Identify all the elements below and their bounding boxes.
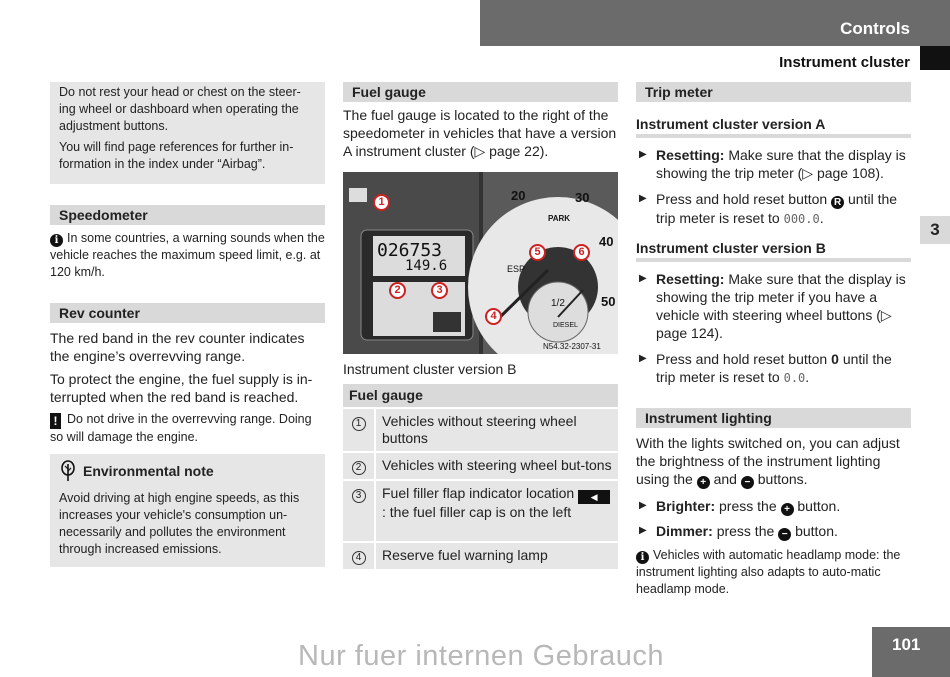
odometer-display: 026753	[377, 240, 443, 261]
row-text: Vehicles without steering wheel buttons	[375, 408, 618, 452]
edge-marker	[920, 46, 950, 70]
table-row	[343, 452, 618, 480]
fuel-gauge-table-header: Fuel gauge	[343, 384, 618, 408]
row-text-b: location	[525, 485, 575, 501]
page-number: 101	[872, 627, 950, 677]
info-icon: i	[636, 551, 649, 564]
list-item	[636, 146, 911, 182]
speed-tick-20: 20	[511, 188, 526, 203]
reset-value: 000.0	[783, 212, 820, 226]
bullet-arrow-icon: ▶	[639, 353, 647, 364]
bullet-end: .	[819, 210, 824, 226]
list-item	[636, 497, 911, 516]
airbag-note-box	[50, 82, 325, 184]
rev-counter-p1: The red band in the rev counter indicates the engine’s overrevving range.	[50, 330, 305, 364]
speed-tick-50: 50	[601, 294, 616, 309]
callout-5: 5	[529, 244, 546, 261]
reset-key-icon: R	[831, 196, 844, 209]
bullet-text: until the trip meter is reset to	[656, 351, 892, 385]
bullet-arrow-icon: ▶	[639, 500, 647, 511]
row-number: 4	[352, 551, 366, 565]
column-right	[636, 82, 911, 598]
bullet-arrow-icon: ▶	[639, 525, 647, 536]
lighting-and: and	[713, 471, 737, 487]
list-item	[636, 522, 911, 541]
table-row	[343, 408, 618, 452]
list-item	[636, 190, 911, 228]
trip-display: 149.6	[405, 258, 448, 274]
section-title: Instrument cluster	[779, 54, 910, 71]
rev-counter-heading: Rev counter	[50, 303, 325, 323]
bullet-label: Resetting:	[656, 271, 725, 287]
callout-3: 3	[431, 282, 448, 299]
row-text-a: Fuel filler flap indicator	[382, 485, 523, 501]
bullet-text: press the	[716, 523, 775, 539]
row-text: Reserve fuel warning lamp	[375, 542, 618, 569]
plus-icon: +	[781, 503, 794, 516]
table-row	[343, 542, 618, 569]
bullet-end: button.	[797, 498, 841, 514]
figure-code: N54.32-2307-31	[543, 342, 601, 351]
callout-4: 4	[485, 308, 502, 325]
version-a-heading: Instrument cluster version A	[636, 116, 911, 138]
bullet-label: Brighter:	[656, 498, 716, 514]
minus-icon: −	[741, 476, 754, 489]
esp-label: ESP	[507, 264, 526, 274]
bullet-arrow-icon: ▶	[639, 273, 647, 284]
lighting-intro	[636, 434, 911, 489]
bullet-text: press the	[719, 498, 777, 514]
chapter-tab: 3	[920, 216, 950, 244]
diesel-label: DIESEL	[553, 322, 578, 329]
callout-1: 1	[373, 194, 390, 211]
bullet-arrow-icon: ▶	[639, 193, 647, 204]
row-number: 3	[352, 489, 366, 503]
lighting-note-text: Vehicles with automatic headlamp mode: the instrument lighting also adapts to auto-matic headlamp mode.	[636, 548, 901, 596]
environmental-note-title	[59, 460, 316, 482]
fuel-gauge-intro: The fuel gauge is located to the right of the speedometer in vehicles that have a version A instrument cluster (▷ page 22).	[343, 107, 617, 159]
speed-tick-30: 30	[575, 190, 590, 205]
fuel-filler-icon: ◀	[578, 490, 610, 504]
rev-counter-p2: To protect the engine, the fuel supply is in-terrupted when the red band is reached.	[50, 371, 313, 405]
bullet-end: .	[805, 369, 810, 385]
fuel-gauge-heading: Fuel gauge	[343, 82, 618, 102]
speed-tick-40: 40	[599, 234, 614, 249]
bullet-text: until the trip meter is reset to	[656, 191, 898, 226]
list-item	[636, 350, 911, 387]
row-number: 1	[352, 417, 366, 431]
airbag-note-p1: Do not rest your head or chest on the steer-ing wheel or dashboard when operating the adjustment buttons.	[59, 85, 301, 133]
bullet-arrow-icon: ▶	[639, 149, 647, 160]
warning-icon: !	[50, 413, 61, 429]
lighting-note	[636, 547, 911, 598]
environmental-note-text: Avoid driving at high engine speeds, as this increases your vehicle's consumption un-necessarily and pollutes the environment through increased emissions.	[59, 491, 300, 556]
list-item	[636, 270, 911, 342]
bullet-label: Dimmer:	[656, 523, 713, 539]
bullet-label: Resetting:	[656, 147, 725, 163]
speedometer-heading: Speedometer	[50, 205, 325, 225]
speedometer-note-text: In some countries, a warning sounds when the vehicle reaches the maximum speed limit, e.g. at 120 km/h.	[50, 231, 325, 279]
plus-icon: +	[697, 476, 710, 489]
trip-meter-heading: Trip meter	[636, 82, 911, 102]
callout-2: 2	[389, 282, 406, 299]
reset-key-label: 0	[831, 351, 839, 367]
instrument-cluster-figure	[343, 172, 618, 354]
figure-caption: Instrument cluster version B	[343, 361, 517, 377]
column-middle	[343, 82, 618, 569]
fuel-gauge-table	[343, 384, 618, 569]
environmental-note-title-text: Environmental note	[83, 462, 214, 479]
reset-value: 0.0	[783, 371, 806, 385]
row-text-c: : the fuel filler cap is on the left	[382, 504, 572, 520]
fuel-half-label: 1/2	[551, 298, 565, 309]
row-text	[375, 480, 618, 542]
tree-icon	[59, 460, 77, 482]
chapter-title: Controls	[840, 19, 910, 38]
row-number: 2	[352, 461, 366, 475]
rev-counter-warning-text: Do not drive in the overrevving range. Doing so will damage the engine.	[50, 412, 312, 444]
lighting-intro-b: buttons.	[757, 471, 808, 487]
lighting-intro-a: With the lights switched on, you can adjust the brightness of the instrument lighting using the	[636, 435, 900, 487]
bullet-end: button.	[795, 523, 838, 539]
row-text: Vehicles with steering wheel but-tons	[375, 452, 618, 480]
callout-6: 6	[573, 244, 590, 261]
instrument-lighting-heading: Instrument lighting	[636, 408, 911, 428]
environmental-note-box	[50, 454, 325, 567]
bullet-text: Make sure that the display is showing the trip meter if you have a vehicle with steering wheel buttons (▷ page 124).	[656, 271, 906, 341]
table-row	[343, 480, 618, 542]
bullet-text: Press and hold reset button	[656, 191, 828, 207]
speedometer-note	[50, 230, 325, 281]
minus-icon: −	[778, 528, 791, 541]
bullet-text: Make sure that the display is showing the trip meter (▷ page 108).	[656, 147, 906, 181]
airbag-note-p2: You will find page references for further in-formation in the index under “Airbag”.	[59, 140, 294, 171]
park-label: PARK	[548, 214, 571, 223]
column-left	[50, 82, 325, 567]
rev-counter-warning	[50, 411, 325, 446]
bullet-text: Press and hold reset button	[656, 351, 828, 367]
version-b-heading: Instrument cluster version B	[636, 240, 911, 262]
watermark: Nur fuer internen Gebrauch	[298, 640, 665, 672]
info-icon: i	[50, 234, 63, 247]
